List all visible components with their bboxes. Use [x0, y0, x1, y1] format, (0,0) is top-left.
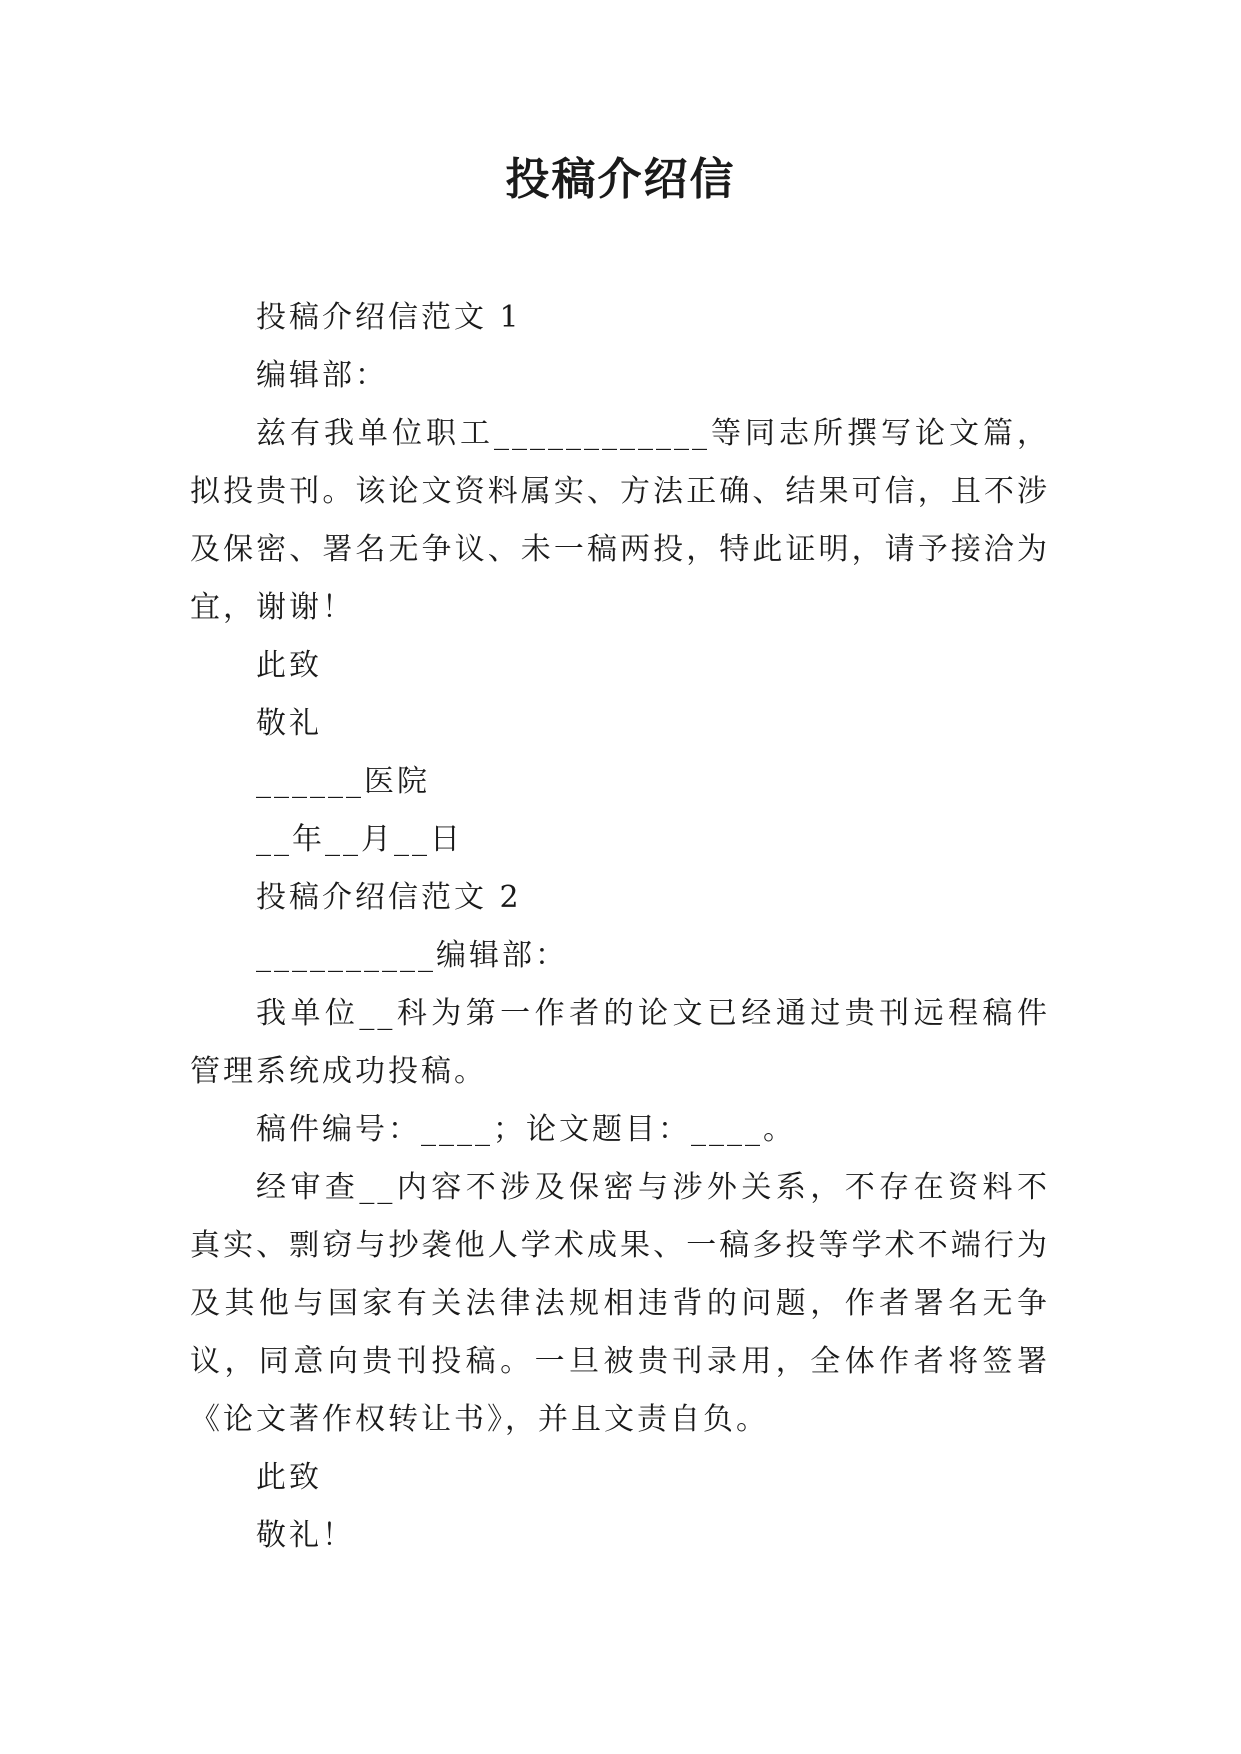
closing-1a: 此致 [256, 648, 322, 683]
closing-1b: 敬礼 [256, 706, 322, 741]
signature-hospital: ______医院 [256, 764, 430, 799]
salutation-1: 编辑部： [256, 358, 388, 393]
manuscript-info: 稿件编号：____；论文题目：____。 [256, 1112, 796, 1147]
sample-2-heading: 投稿介绍信范文 2 [256, 880, 522, 915]
closing-2b: 敬礼！ [256, 1518, 355, 1553]
signature-date: __年__月__日 [256, 822, 463, 857]
document-body [190, 289, 1050, 1565]
document-title: 投稿介绍信 [505, 154, 736, 205]
closing-2a: 此致 [256, 1460, 322, 1495]
body-paragraph-2: 我单位__科为第一作者的论文已经通过贵刊远程稿件管理系统成功投稿。 [190, 996, 1050, 1089]
sample-1-heading: 投稿介绍信范文 1 [256, 300, 522, 335]
body-paragraph-1: 兹有我单位职工____________等同志所撰写论文篇，拟投贵刊。该论文资料属实、方法正确、结果可信，且不涉及保密、署名无争议、未一稿两投，特此证明，请予接洽为宜，谢谢！ [190, 416, 1050, 625]
salutation-2: __________编辑部： [256, 938, 568, 973]
body-paragraph-3: 经审查__内容不涉及保密与涉外关系，不存在资料不真实、剽窃与抄袭他人学术成果、一稿多投等学术不端行为及其他与国家有关法律法规相违背的问题，作者署名无争议，同意向贵刊投稿。一旦被贵刊录用，全体作者将签署《论文著作权转让书》，并且文责自负。 [190, 1170, 1050, 1437]
